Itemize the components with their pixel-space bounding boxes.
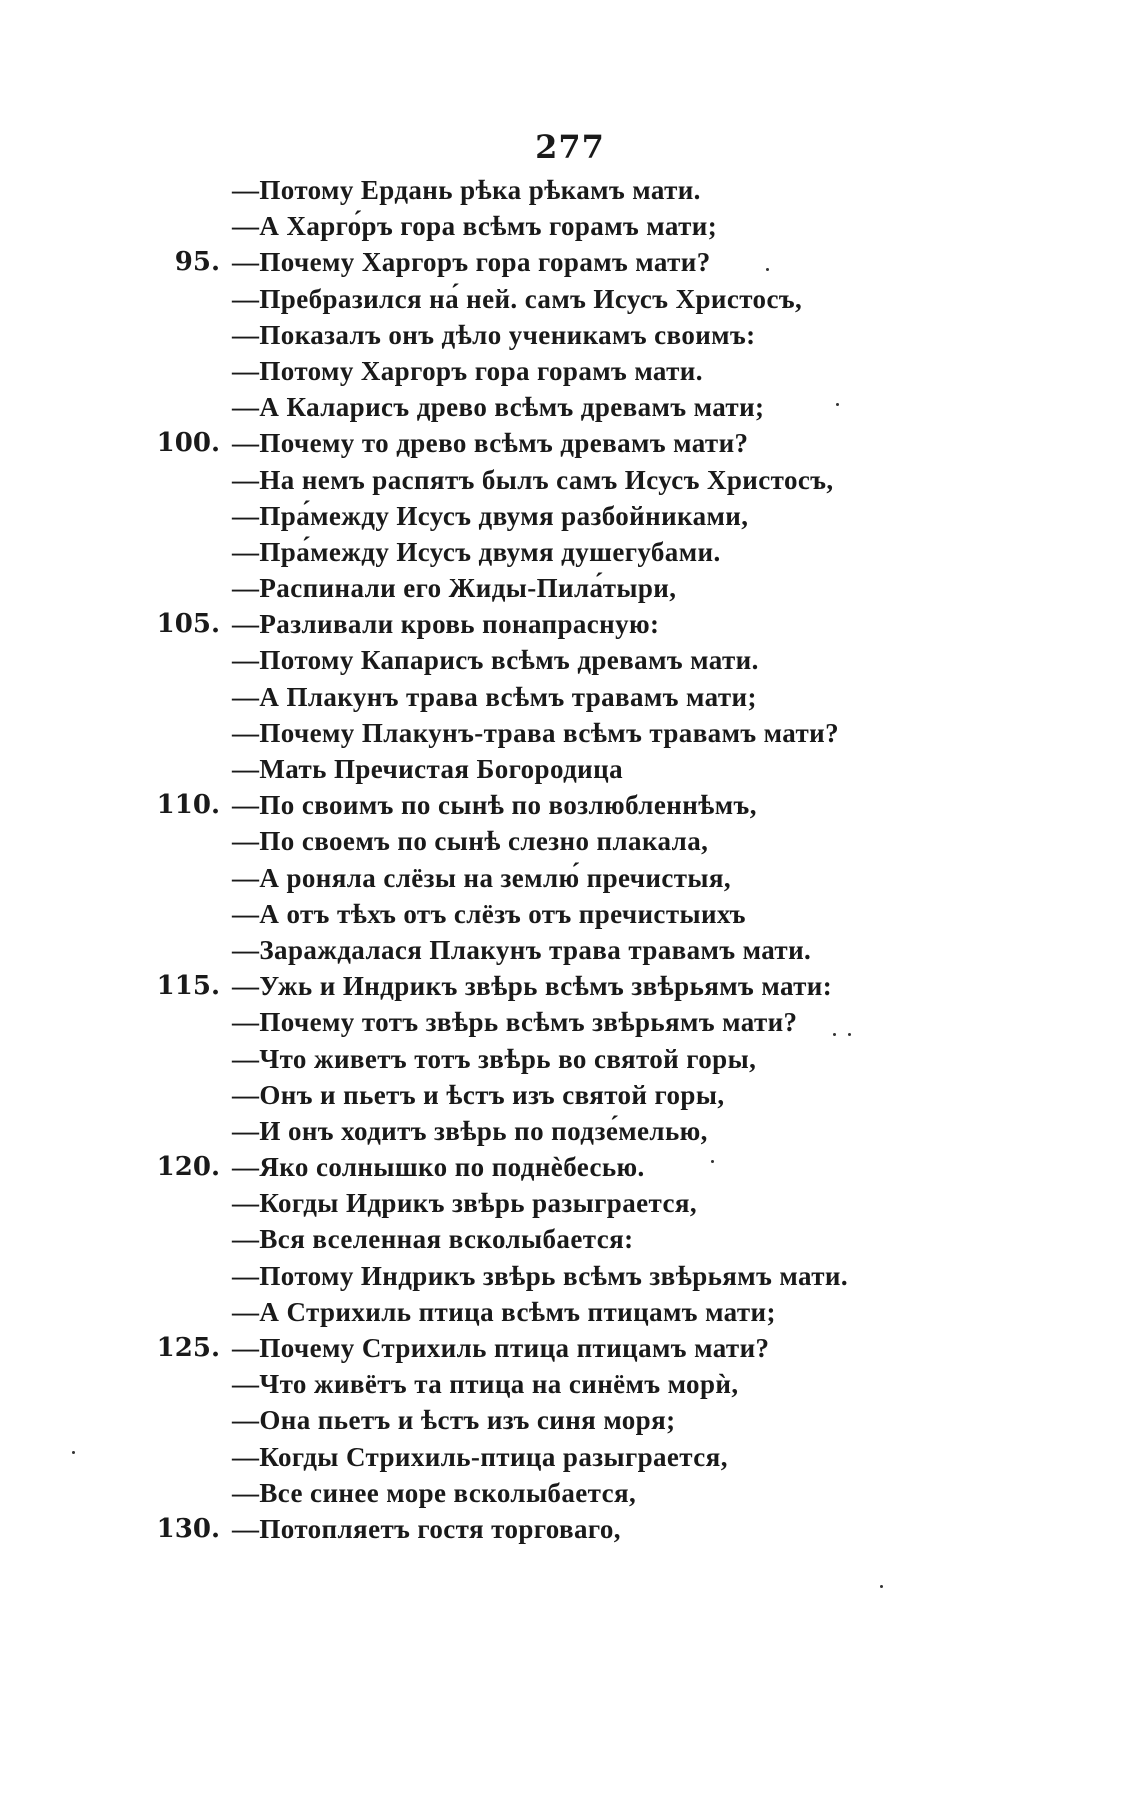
line-number: 120. <box>156 1152 220 1183</box>
line-text: —Распинали его Жиды-Пила́тыри, <box>232 573 677 604</box>
line-text: —Когды Стрихиль-птица разыграется, <box>232 1441 728 1472</box>
line-text: —Ужь и Индрикъ звѣрь всѣмъ звѣрьямъ мати: <box>232 971 833 1002</box>
scan-speck <box>766 268 769 271</box>
verse-line <box>0 606 1140 642</box>
line-text: —На немъ распятъ былъ самъ Исусъ Христосъ, <box>232 464 834 495</box>
line-text: —Показалъ онъ дѣло ученикамъ своимъ: <box>232 319 756 350</box>
line-text: —Почему Плакунъ-трава всѣмъ травамъ мати? <box>232 717 839 748</box>
scan-speck <box>880 1585 883 1588</box>
verse-line <box>0 751 1140 787</box>
verse-line <box>0 679 1140 715</box>
verse-line <box>0 462 1140 498</box>
line-text: —Потому Индрикъ звѣрь всѣмъ звѣрьямъ мати. <box>232 1260 848 1291</box>
verse-line <box>0 172 1140 208</box>
verse-line <box>0 353 1140 389</box>
line-text: —А отъ тѣхъ отъ слёзъ отъ пречистыихъ <box>232 898 746 929</box>
line-text: —По своемъ по сынѣ слезно плакала, <box>232 826 709 857</box>
line-number: 110. <box>156 790 220 821</box>
line-text: —Мать Пречистая Богородица <box>232 754 623 784</box>
line-text: —А роняла слёзы на землю́ пречистыя, <box>232 862 732 893</box>
line-text: —Потому Ердань рѣка рѣкамъ мати. <box>232 175 701 205</box>
line-number: 100. <box>156 428 220 459</box>
verse-line <box>0 244 1140 280</box>
scan-speck <box>711 1160 714 1163</box>
verse-line <box>0 1077 1140 1113</box>
verse-line <box>0 823 1140 859</box>
scan-speck <box>72 1451 75 1454</box>
line-text: —Пра́между Исусъ двумя душегубами. <box>232 536 721 567</box>
line-text: —Когды Идрикъ звѣрь разыграется, <box>232 1188 698 1219</box>
scan-speck <box>848 1033 851 1036</box>
line-text: —А Стрихиль птица всѣмъ птицамъ мати; <box>232 1296 776 1327</box>
line-number: 95. <box>174 247 220 278</box>
verse-line <box>0 1366 1140 1402</box>
verse-line <box>0 1041 1140 1077</box>
verse-line <box>0 1439 1140 1475</box>
verse-line <box>0 281 1140 317</box>
verse-line <box>0 1294 1140 1330</box>
line-text: —Зараждалася Плакунъ трава травамъ мати. <box>232 934 812 965</box>
line-number: 125. <box>156 1333 220 1363</box>
line-text: —Разливали кровь понапрасную: <box>232 609 660 640</box>
line-text: —Почему тотъ звѣрь всѣмъ звѣрьямъ мати? <box>232 1007 798 1038</box>
verse-line <box>0 1258 1140 1294</box>
line-text: —И онъ ходитъ звѣрь по подзе́мелью, <box>232 1115 708 1146</box>
line-text: —Что живетъ тотъ звѣрь во святой горы, <box>232 1043 757 1074</box>
verse-line <box>0 896 1140 932</box>
verse-line <box>0 498 1140 534</box>
verse-line <box>0 860 1140 896</box>
line-text: —Потопляетъ гостя торговаго, <box>232 1513 621 1544</box>
line-text: —По своимъ по сынѣ по возлюбленнѣмъ, <box>232 790 757 821</box>
line-text: —Вся вселенная всколыбается: <box>232 1224 634 1255</box>
verse-line <box>0 1402 1140 1438</box>
line-text: —Почему Стрихиль птица птицамъ мати? <box>232 1333 770 1363</box>
verse-line <box>0 1149 1140 1185</box>
verse-line <box>0 787 1140 823</box>
line-text: —Почему то древо всѣмъ древамъ мати? <box>232 428 749 459</box>
verse-line <box>0 1185 1140 1221</box>
verse-list <box>0 172 1140 1547</box>
verse-line <box>0 1330 1140 1366</box>
line-text: —Онъ и пьетъ и ѣстъ изъ святой горы, <box>232 1079 725 1110</box>
verse-line <box>0 1221 1140 1257</box>
verse-line <box>0 1004 1140 1040</box>
line-text: —Потому Капарисъ всѣмъ древамъ мати. <box>232 645 759 676</box>
line-number: 130. <box>156 1513 220 1544</box>
verse-line <box>0 317 1140 353</box>
line-number: 115. <box>156 971 220 1002</box>
verse-line <box>0 932 1140 968</box>
verse-line <box>0 534 1140 570</box>
line-text: —Что живётъ та птица на синёмъ морѝ, <box>232 1369 739 1400</box>
line-text: —Потому Харгоръ гора горамъ мати. <box>232 355 703 386</box>
line-text: —Яко солнышко по поднѐбесью. <box>232 1152 645 1183</box>
line-text: —Пра́между Исусъ двумя разбойниками, <box>232 500 749 531</box>
scan-speck <box>833 1033 836 1036</box>
verse-line <box>0 968 1140 1004</box>
verse-line <box>0 1511 1140 1547</box>
verse-line <box>0 642 1140 678</box>
line-number: 105. <box>156 609 220 640</box>
verse-line <box>0 715 1140 751</box>
line-text: —Она пьетъ и ѣстъ изъ синя моря; <box>232 1405 676 1436</box>
line-text: —Пребразился на́ ней. самъ Исусъ Христосъ, <box>232 283 803 314</box>
verse-line <box>0 208 1140 244</box>
line-text: —А Плакунъ трава всѣмъ травамъ мати; <box>232 681 757 712</box>
scan-speck <box>836 403 839 406</box>
verse-line <box>0 570 1140 606</box>
verse-line <box>0 1475 1140 1511</box>
verse-line <box>0 425 1140 461</box>
line-text: —Почему Харгоръ гора горамъ мати? <box>232 247 711 278</box>
line-text: —А Харго́ръ гора всѣмъ горамъ мати; <box>232 211 718 242</box>
line-text: —А Каларисъ древо всѣмъ древамъ мати; <box>232 392 765 423</box>
line-text: —Все синее море всколыбается, <box>232 1477 637 1508</box>
page-number: 277 <box>535 128 605 166</box>
verse-line <box>0 1113 1140 1149</box>
verse-line <box>0 389 1140 425</box>
